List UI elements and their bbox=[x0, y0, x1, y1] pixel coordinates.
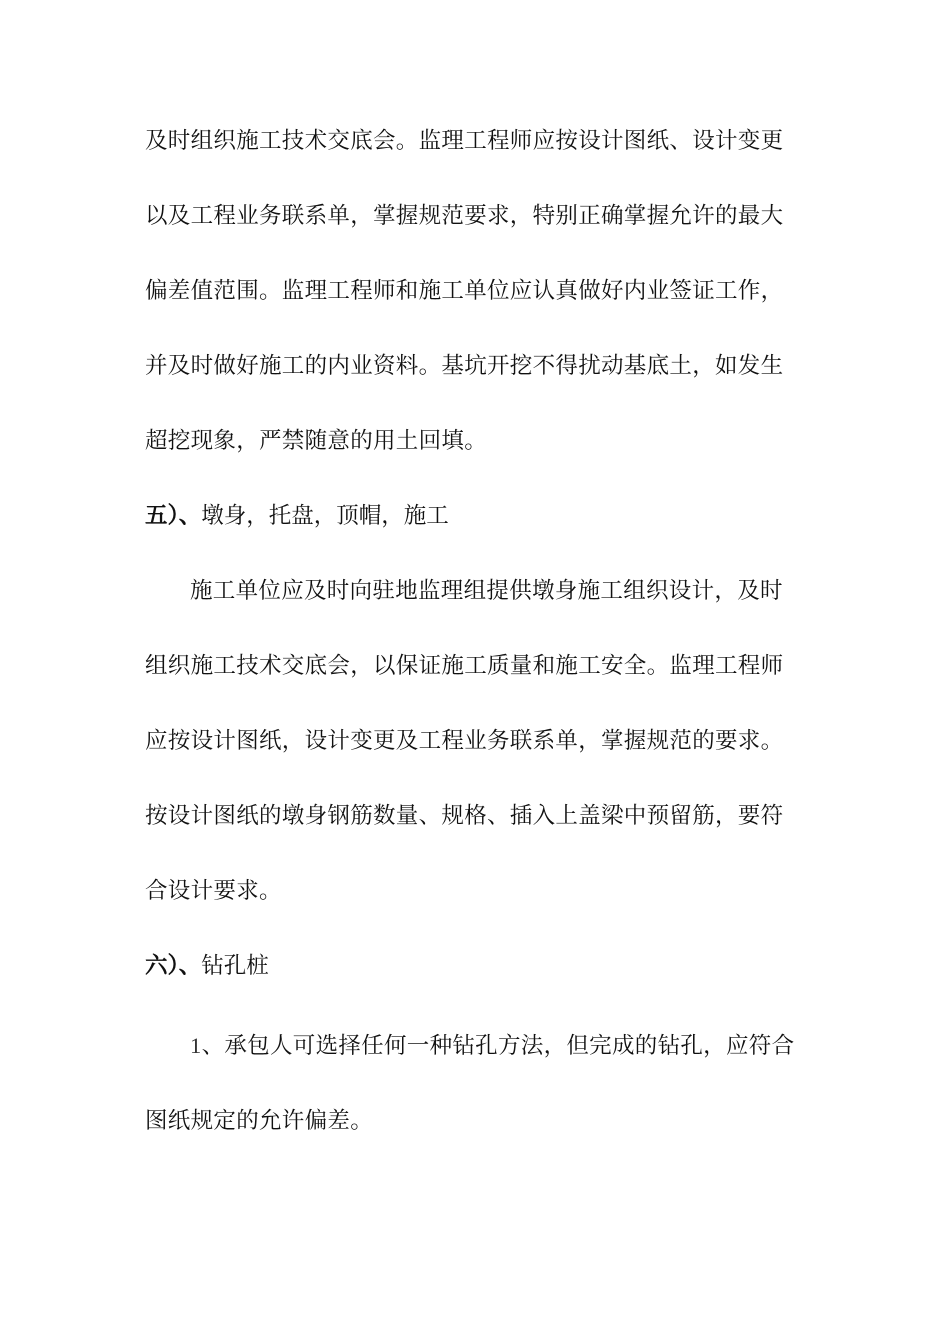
section-five-number: 五）、 bbox=[145, 503, 202, 529]
paragraph-line: 超挖现象，严禁随意的用土回填。 bbox=[145, 428, 488, 454]
paragraph-line: 及时组织施工技术交底会。监理工程师应按设计图纸、设计变更 bbox=[145, 128, 784, 154]
paragraph-line: 偏差值范围。监理工程师和施工单位应认真做好内业签证工作， bbox=[145, 278, 784, 304]
paragraph-line: 组织施工技术交底会，以保证施工质量和施工安全。监理工程师 bbox=[145, 653, 784, 679]
section-five-heading bbox=[145, 501, 449, 531]
paragraph-line: 并及时做好施工的内业资料。基坑开挖不得扰动基底土，如发生 bbox=[145, 353, 784, 379]
list-item-line: 图纸规定的允许偏差。 bbox=[145, 1108, 374, 1134]
list-item-number: 1 bbox=[190, 1033, 202, 1058]
section-five-title: 墩身，托盘，顶帽，施工 bbox=[201, 503, 449, 529]
section-six-heading bbox=[145, 951, 269, 981]
paragraph-line: 以及工程业务联系单，掌握规范要求，特别正确掌握允许的最大 bbox=[145, 203, 784, 229]
paragraph-line: 合设计要求。 bbox=[145, 878, 282, 904]
list-item-text: 、承包人可选择任何一种钻孔方法，但完成的钻孔，应符合 bbox=[201, 1033, 795, 1059]
section-six-number: 六）、 bbox=[145, 953, 202, 979]
paragraph-line: 施工单位应及时向驻地监理组提供墩身施工组织设计，及时 bbox=[190, 578, 783, 604]
paragraph-line: 按设计图纸的墩身钢筋数量、规格、插入上盖梁中预留筋，要符 bbox=[145, 803, 784, 829]
list-item-line bbox=[190, 1031, 810, 1061]
section-six-title: 钻孔桩 bbox=[201, 953, 269, 979]
paragraph-line: 应按设计图纸，设计变更及工程业务联系单，掌握规范的要求。 bbox=[145, 728, 784, 754]
